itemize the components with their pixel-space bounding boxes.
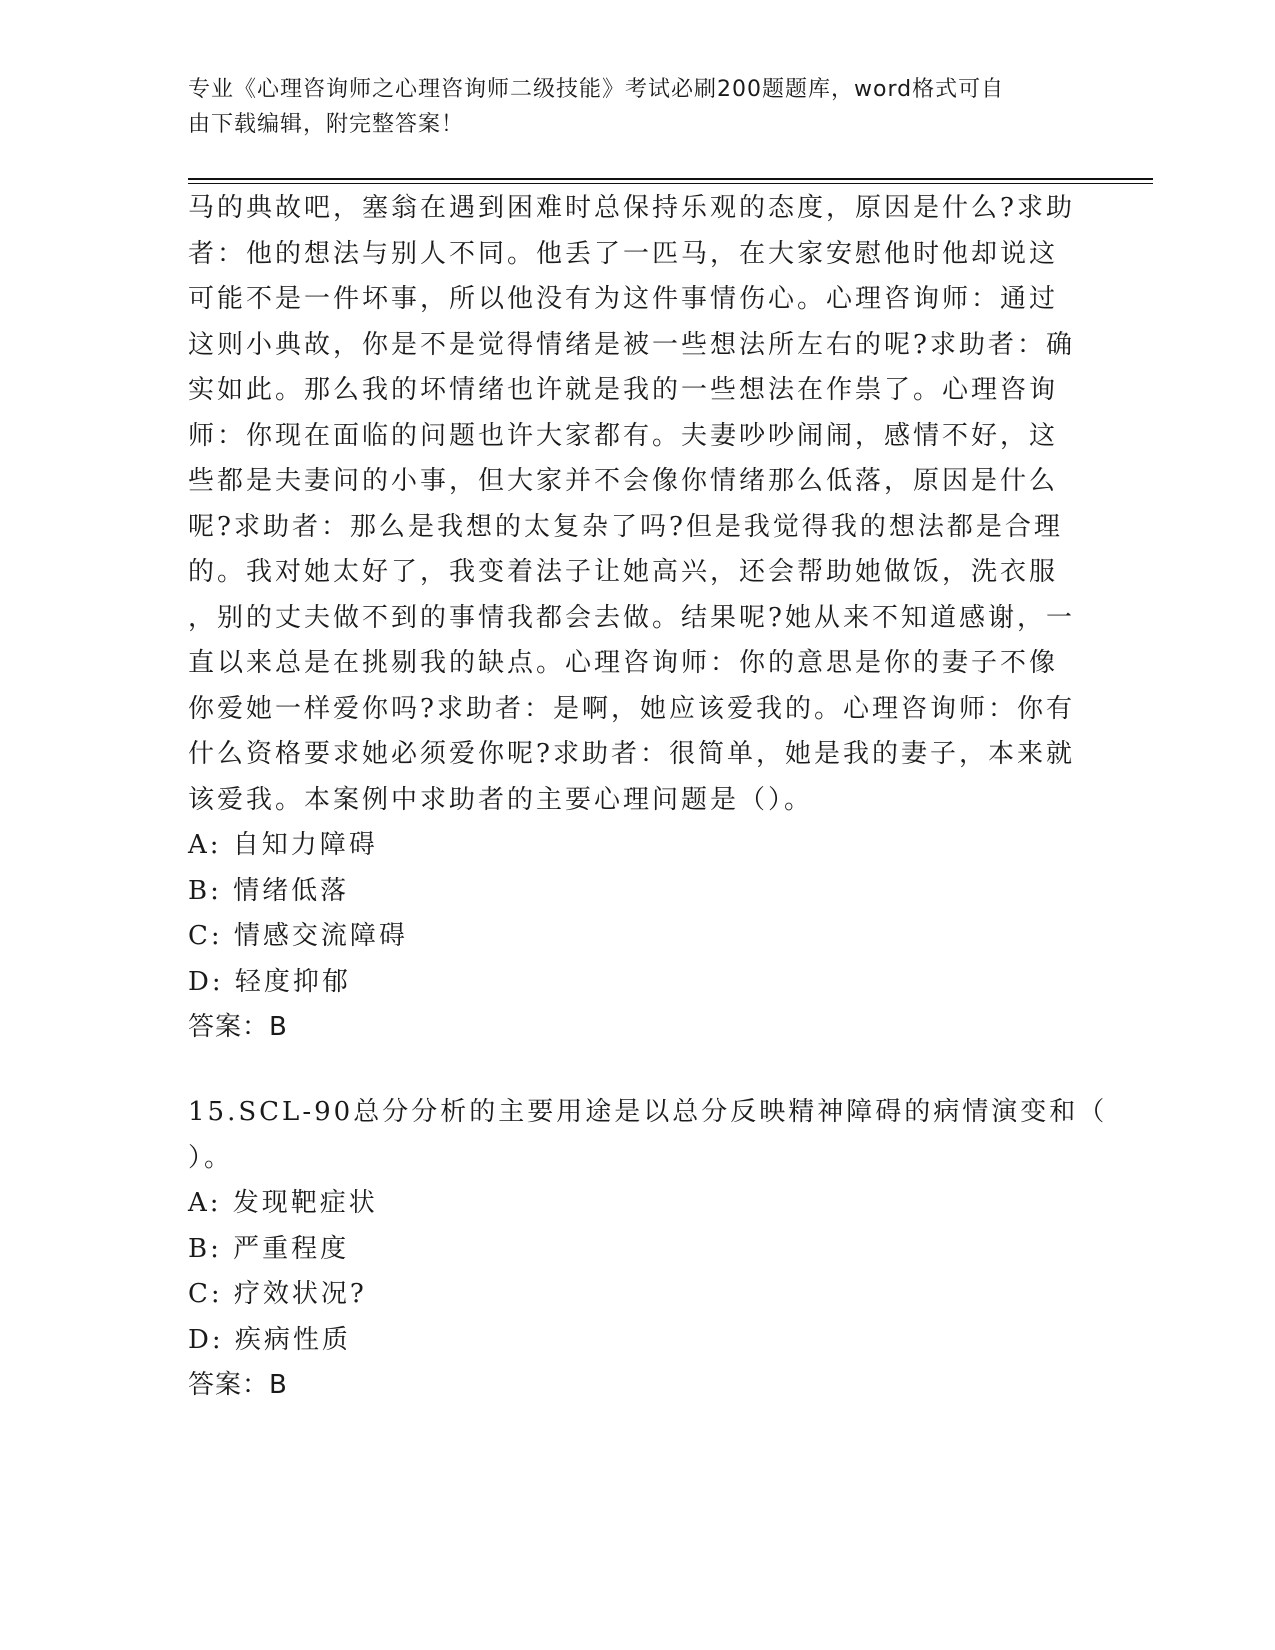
passage-line: 呢?求助者：那么是我想的太复杂了吗?但是我觉得我的想法都是合理	[188, 511, 1063, 542]
passage-line: 的。我对她太好了，我变着法子让她高兴，还会帮助她做饭，洗衣服	[188, 557, 1059, 587]
question-stem-line: ）。	[188, 1142, 234, 1173]
passage-line: 直以来总是在挑剔我的缺点。心理咨询师：你的意思是你的妻子不像	[188, 648, 1059, 678]
option-a: A: 发现靶症状	[188, 1188, 378, 1218]
passage-line: 可能不是一件坏事，所以他没有为这件事情伤心。心理咨询师：通过	[188, 284, 1059, 314]
passage-line: 师：你现在面临的问题也许大家都有。夫妻吵吵闹闹，感情不好，这	[188, 420, 1059, 451]
passage-line: 实如此。那么我的坏情绪也许就是我的一些想法在作祟了。心理咨询	[188, 375, 1059, 405]
option-d: D: 轻度抑郁	[188, 966, 351, 997]
passage-line: 什么资格要求她必须爱你呢?求助者：很简单，她是我的妻子，本来就	[188, 739, 1075, 769]
document-header	[188, 72, 1068, 142]
passage-line: 些都是夫妻问的小事，但大家并不会像你情绪那么低落，原因是什么	[188, 466, 1059, 496]
passage-line: 该爱我。本案例中求助者的主要心理问题是（）。	[188, 784, 814, 815]
answer-line: 答案：B	[188, 1370, 288, 1400]
option-c: C: 情感交流障碍	[188, 921, 408, 951]
passage-line: 者：他的想法与别人不同。他丢了一匹马，在大家安慰他时他却说这	[188, 238, 1059, 269]
passage-line: 这则小典故，你是不是觉得情绪是被一些想法所左右的呢?求助者：确	[188, 329, 1075, 360]
passage-line: 你爱她一样爱你吗?求助者：是啊，她应该爱我的。心理咨询师：你有	[188, 693, 1075, 724]
option-c: C: 疗效状况?	[188, 1279, 367, 1309]
header-line-1: 专业《心理咨询师之心理咨询师二级技能》考试必刷200题题库，word格式可自	[188, 77, 1005, 102]
answer-line: 答案：B	[188, 1012, 288, 1042]
passage-line: ，别的丈夫做不到的事情我都会去做。结果呢?她从来不知道感谢，一	[188, 602, 1075, 633]
question-14-block	[188, 186, 1088, 1051]
option-a: A: 自知力障碍	[188, 830, 378, 860]
option-d: D: 疾病性质	[188, 1324, 351, 1355]
option-b: B: 严重程度	[188, 1233, 350, 1264]
header-divider-thick	[188, 178, 1153, 180]
header-divider-thin	[188, 183, 1153, 184]
option-b: B: 情绪低落	[188, 875, 350, 906]
header-line-2: 由下载编辑，附完整答案！	[188, 112, 465, 137]
question-stem-line: 15.SCL-90总分分析的主要用途是以总分反映精神障碍的病情演变和（	[188, 1097, 1108, 1127]
passage-line: 马的典故吧，塞翁在遇到困难时总保持乐观的态度，原因是什么?求助	[188, 193, 1075, 223]
question-15-block	[188, 1090, 1108, 1409]
